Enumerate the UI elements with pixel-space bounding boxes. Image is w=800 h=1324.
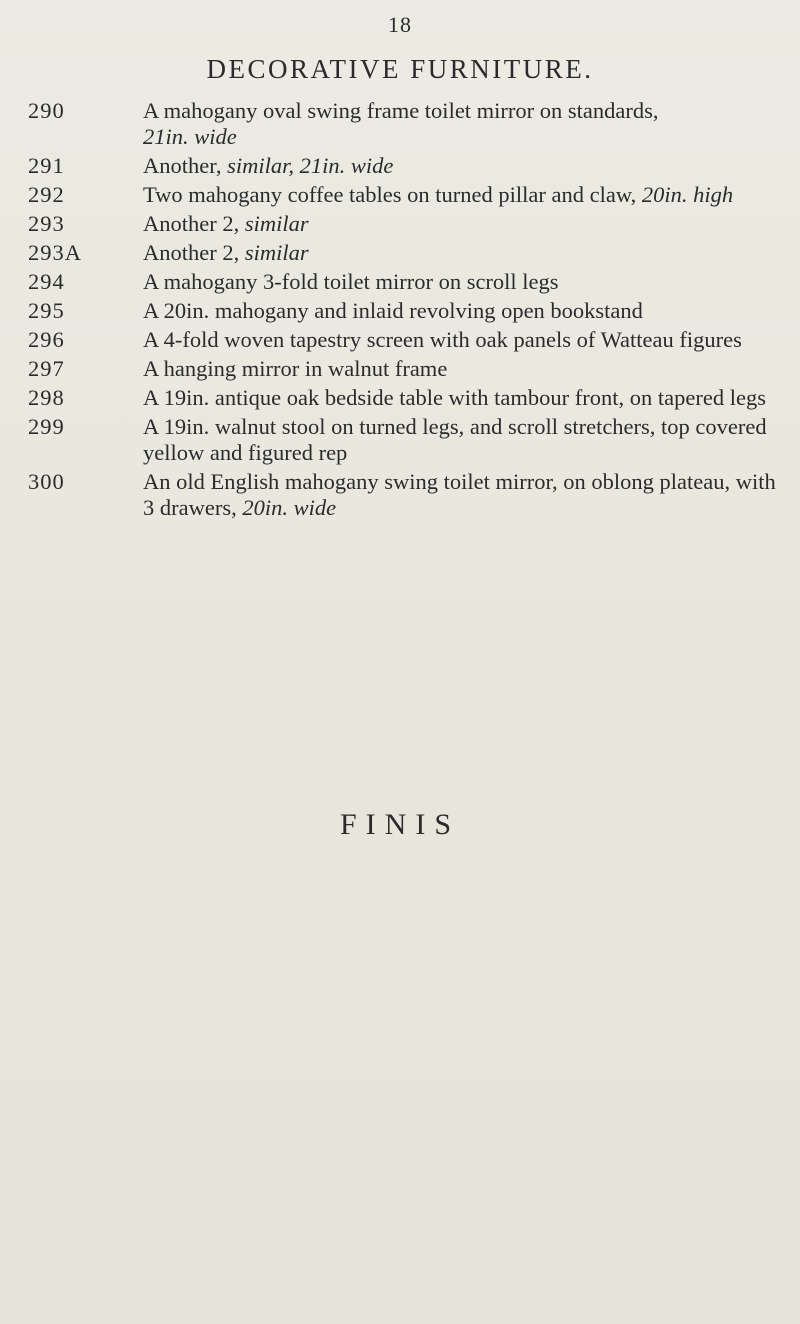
lot-description: [143, 327, 788, 353]
lot-number: 300: [28, 469, 65, 494]
lot-description-text: Another 2,: [143, 240, 245, 265]
lot-entry: [28, 469, 788, 521]
lot-dimension: 20in. high: [641, 182, 734, 207]
lot-number: 293: [28, 211, 65, 236]
page-number: 18: [388, 12, 412, 37]
lot-entry: [28, 327, 788, 353]
lot-entry: [28, 211, 788, 237]
lot-entry: [28, 269, 788, 295]
lot-entry: [28, 356, 788, 382]
lot-list: [28, 98, 788, 524]
closing-text: FINIS: [339, 808, 460, 841]
lot-description: [143, 414, 788, 466]
lot-number: 295: [28, 298, 65, 323]
lot-description: [143, 240, 788, 266]
lot-description-text: Another,: [143, 153, 228, 178]
lot-number: 296: [28, 327, 65, 352]
lot-entry: [28, 240, 788, 266]
lot-description-text: A 20in. mahogany and inlaid revolving open bookstand: [143, 298, 643, 323]
lot-number: 293A: [28, 240, 82, 265]
lot-entry: [28, 182, 788, 208]
lot-dimension: 20in. wide: [242, 495, 337, 520]
lot-dimension: similar, 21in. wide: [227, 153, 394, 178]
lot-number: 291: [28, 153, 65, 178]
lot-description: [143, 298, 788, 324]
lot-description: [143, 182, 788, 208]
lot-description-text: A mahogany oval swing frame toilet mirror on standards,: [143, 98, 659, 123]
lot-description-text: A 19in. antique oak bedside table with tambour front, on tapered legs: [143, 385, 766, 410]
lot-description: [143, 211, 788, 237]
lot-description-text: Another 2,: [143, 211, 245, 236]
lot-description: [143, 356, 788, 382]
section-heading: DECORATIVE FURNITURE.: [206, 54, 594, 84]
lot-number: 297: [28, 356, 65, 381]
lot-entry: [28, 414, 788, 466]
lot-dimension: similar: [244, 240, 309, 265]
lot-description-text: A mahogany 3-fold toilet mirror on scroll legs: [143, 269, 559, 294]
lot-description: [143, 98, 788, 150]
lot-number: 290: [28, 98, 65, 123]
lot-number: 299: [28, 414, 65, 439]
lot-description-text: A 19in. walnut stool on turned legs, and scroll stretchers, top covered yellow and figured rep: [143, 414, 767, 465]
lot-description-text: A hanging mirror in walnut frame: [143, 356, 448, 381]
lot-entry: [28, 98, 788, 150]
lot-description-text: An old English mahogany swing toilet mirror, on oblong plateau, with 3 drawers,: [143, 469, 776, 520]
lot-description: [143, 153, 788, 179]
lot-number: 294: [28, 269, 65, 294]
lot-description-text: Two mahogany coffee tables on turned pillar and claw,: [143, 182, 642, 207]
lot-number: 292: [28, 182, 65, 207]
lot-entry: [28, 153, 788, 179]
lot-number: 298: [28, 385, 65, 410]
lot-dimension: 21in. wide: [143, 124, 237, 149]
lot-entry: [28, 298, 788, 324]
lot-dimension: similar: [244, 211, 309, 236]
lot-description-text: A 4-fold woven tapestry screen with oak panels of Watteau figures: [143, 327, 742, 352]
lot-description: [143, 269, 788, 295]
lot-description: [143, 385, 788, 411]
lot-entry: [28, 385, 788, 411]
lot-description: [143, 469, 788, 521]
